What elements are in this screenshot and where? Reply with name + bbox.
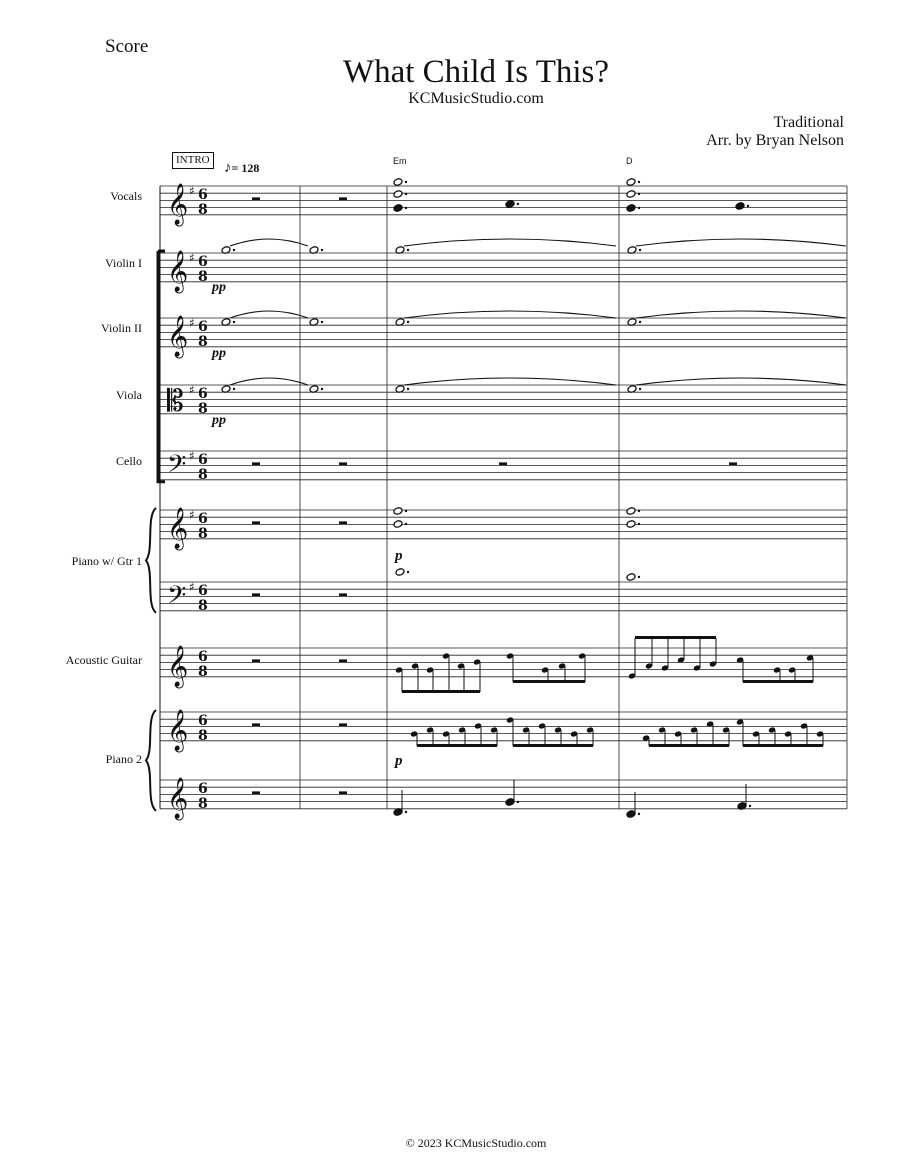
- dynamic-marking: pp: [212, 280, 226, 295]
- measure-rest: [252, 593, 260, 596]
- augmentation-dot: [405, 181, 407, 183]
- grand-staff-brace: [146, 508, 156, 613]
- instrument-label-violin-2: Violin II: [101, 321, 142, 335]
- note-head: [505, 798, 515, 807]
- chord-symbol: D: [626, 156, 633, 166]
- time-signature-bottom: 8: [198, 202, 208, 218]
- beam: [402, 690, 480, 693]
- tie: [404, 378, 616, 385]
- measure-rest: [252, 659, 260, 662]
- tempo-text: = 128: [231, 161, 260, 175]
- treble-clef-icon: 𝄞: [167, 251, 189, 292]
- notes: [221, 178, 846, 819]
- time-signature-top: 6: [198, 319, 208, 335]
- half-note-head: [393, 178, 403, 187]
- beam: [743, 680, 813, 683]
- augmentation-dot: [233, 321, 235, 323]
- time-signature-bottom: 8: [198, 664, 208, 680]
- measure-rest: [339, 197, 347, 200]
- dynamic-marking: p: [395, 548, 403, 564]
- measure-rest: [339, 659, 347, 662]
- augmentation-dot: [407, 388, 409, 390]
- time-signature-bottom: 8: [198, 467, 208, 483]
- tie: [404, 311, 616, 318]
- augmentation-dot: [407, 249, 409, 251]
- instrument-label-acoustic-guitar: Acoustic Guitar: [65, 653, 142, 667]
- treble-clef-icon: 𝄞: [167, 778, 189, 819]
- beam: [743, 744, 823, 747]
- time-signature-bottom: 8: [198, 598, 208, 614]
- rehearsal-mark: INTRO: [172, 152, 214, 169]
- time-signature-top: 6: [198, 452, 208, 468]
- measure-rest: [339, 462, 347, 465]
- augmentation-dot: [405, 207, 407, 209]
- half-note-head: [393, 507, 403, 516]
- instrument-label-cello: Cello: [116, 454, 142, 468]
- time-signature-bottom: 8: [198, 334, 208, 350]
- treble-clef-icon: 𝄞: [167, 710, 189, 751]
- score-label: Score: [105, 36, 149, 57]
- augmentation-dot: [233, 249, 235, 251]
- staff-lines: [160, 186, 847, 809]
- arranger: Arr. by Bryan Nelson: [706, 132, 844, 149]
- beam: [417, 744, 497, 747]
- augmentation-dot: [747, 205, 749, 207]
- measure-rest: [339, 521, 347, 524]
- augmentation-dot: [638, 813, 640, 815]
- augmentation-dot: [405, 193, 407, 195]
- augmentation-dot: [638, 193, 640, 195]
- tie: [636, 311, 846, 318]
- time-signature-top: 6: [198, 713, 208, 729]
- augmentation-dot: [638, 181, 640, 183]
- tie: [230, 311, 308, 318]
- sharp-icon: ♯: [189, 184, 195, 198]
- treble-clef-icon: 𝄞: [167, 508, 189, 549]
- instrument-label-viola: Viola: [116, 388, 142, 402]
- dynamic-marking: pp: [212, 413, 226, 428]
- time-signature-top: 6: [198, 187, 208, 203]
- augmentation-dot: [638, 523, 640, 525]
- alto-clef-icon: 𝄡: [167, 384, 184, 419]
- half-note-head: [626, 507, 636, 516]
- time-signature-top: 6: [198, 386, 208, 402]
- tie: [636, 378, 846, 385]
- augmentation-dot: [233, 388, 235, 390]
- beam: [649, 744, 729, 747]
- beam: [513, 744, 593, 747]
- instrument-label-violin-1: Violin I: [105, 256, 142, 270]
- instrument-label-vocals: Vocals: [110, 189, 142, 203]
- half-note-head: [626, 178, 636, 187]
- half-note-head: [393, 190, 403, 199]
- sharp-icon: ♯: [189, 449, 195, 463]
- augmentation-dot: [405, 510, 407, 512]
- augmentation-dot: [517, 801, 519, 803]
- grand-staff-brace: [146, 710, 156, 811]
- sharp-icon: ♯: [189, 251, 195, 265]
- note-head: [735, 202, 745, 211]
- note-head: [393, 204, 403, 213]
- tie: [230, 239, 308, 246]
- eighth-note-icon: ♪: [224, 160, 232, 176]
- instrument-label-piano-gtr: Piano w/ Gtr 1: [71, 554, 142, 568]
- measure-rest: [252, 521, 260, 524]
- measure-rest: [339, 593, 347, 596]
- time-signature-top: 6: [198, 781, 208, 797]
- half-note-head: [395, 568, 405, 577]
- half-note-head: [626, 520, 636, 529]
- augmentation-dot: [639, 321, 641, 323]
- augmentation-dot: [638, 207, 640, 209]
- time-signatures: [198, 187, 208, 812]
- half-note-head: [393, 520, 403, 529]
- time-signature-bottom: 8: [198, 401, 208, 417]
- treble-clef-icon: 𝄞: [167, 316, 189, 357]
- page-title: What Child Is This?: [342, 54, 610, 90]
- string-bracket: [158, 251, 165, 482]
- clef-icons: [167, 183, 195, 820]
- note-head: [626, 810, 636, 819]
- augmentation-dot: [638, 576, 640, 578]
- time-signature-top: 6: [198, 649, 208, 665]
- measure-rest: [339, 791, 347, 794]
- augmentation-dot: [517, 203, 519, 205]
- time-signature-bottom: 8: [198, 526, 208, 542]
- sharp-icon: ♯: [189, 580, 195, 594]
- dynamic-marking: pp: [212, 346, 226, 361]
- beam: [513, 680, 585, 683]
- measure-rest: [729, 462, 737, 465]
- augmentation-dot: [405, 523, 407, 525]
- subtitle: KCMusicStudio.com: [408, 90, 544, 107]
- sharp-icon: ♯: [189, 508, 195, 522]
- measure-rest: [499, 462, 507, 465]
- measure-rest: [252, 723, 260, 726]
- barlines: [146, 186, 847, 811]
- copyright-footer: © 2023 KCMusicStudio.com: [405, 1136, 547, 1150]
- augmentation-dot: [749, 805, 751, 807]
- bass-clef-icon: 𝄢: [167, 581, 187, 616]
- dynamic-marking: p: [395, 753, 403, 769]
- sharp-icon: ♯: [189, 316, 195, 330]
- augmentation-dot: [321, 249, 323, 251]
- sharp-icon: ♯: [189, 383, 195, 397]
- tie: [230, 378, 308, 385]
- time-signature-top: 6: [198, 254, 208, 270]
- bass-clef-icon: 𝄢: [167, 450, 187, 485]
- augmentation-dot: [639, 388, 641, 390]
- note-head: [626, 204, 636, 213]
- half-note-head: [626, 190, 636, 199]
- time-signature-bottom: 8: [198, 728, 208, 744]
- half-note-head: [626, 573, 636, 582]
- augmentation-dot: [321, 388, 323, 390]
- time-signature-top: 6: [198, 583, 208, 599]
- treble-clef-icon: 𝄞: [167, 646, 189, 687]
- time-signature-bottom: 8: [198, 269, 208, 285]
- measure-rest: [252, 791, 260, 794]
- augmentation-dot: [407, 571, 409, 573]
- instrument-label-piano-2: Piano 2: [105, 752, 142, 766]
- measure-rest: [339, 723, 347, 726]
- note-head: [505, 200, 515, 209]
- chord-symbol: Em: [393, 156, 407, 166]
- tie: [636, 239, 846, 246]
- measure-rest: [252, 197, 260, 200]
- augmentation-dot: [638, 510, 640, 512]
- composer: Traditional: [773, 114, 844, 131]
- measure-rest: [252, 462, 260, 465]
- augmentation-dot: [639, 249, 641, 251]
- time-signature-top: 6: [198, 511, 208, 527]
- treble-clef-icon: 𝄞: [167, 184, 189, 225]
- time-signature-bottom: 8: [198, 796, 208, 812]
- beam: [635, 636, 716, 639]
- augmentation-dot: [405, 811, 407, 813]
- augmentation-dot: [321, 321, 323, 323]
- augmentation-dot: [407, 321, 409, 323]
- tie: [404, 239, 616, 246]
